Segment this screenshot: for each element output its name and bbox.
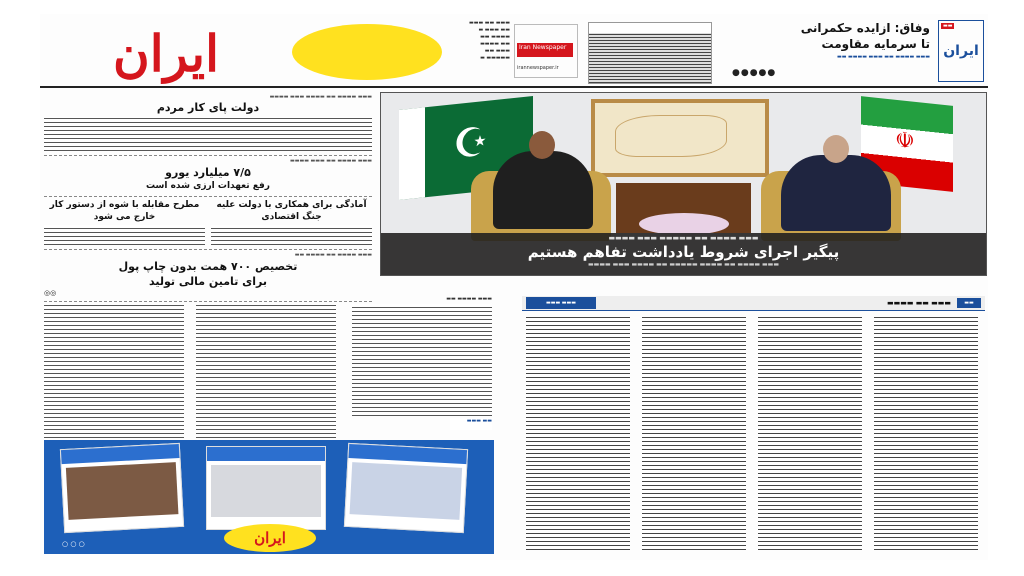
magazine-photo — [66, 462, 179, 520]
person-left — [493, 151, 593, 229]
story-headline-line-2: برای تامین مالی تولید — [149, 275, 267, 288]
opinion-text-column — [758, 316, 862, 550]
brand-tile[interactable] — [938, 20, 984, 82]
date-block: ▬▬▬ ▬▬ ▬▬▬ ▬▬ ▬▬▬ ▬ ▬▬▬▬ ▬▬ ▬▬ ▬▬▬▬ ▬▬▬ ▬▬ ▬▬▬▬▬ ▬ — [469, 20, 510, 61]
story-body-text — [44, 225, 205, 245]
wall-map — [591, 99, 769, 177]
front-page-frame — [40, 14, 988, 560]
story-headline-line-1: ۷/۵ میلیارد یورو — [165, 166, 251, 179]
newspaper-thumbnail[interactable] — [588, 22, 712, 84]
opinion-title: ▬▬▬ ▬▬ ▬▬▬▬ — [887, 299, 951, 307]
story-body-text — [44, 117, 372, 151]
story-headline: دولت پای کار مردم — [156, 101, 260, 114]
story-kicker: ▬▬▬ ▬▬▬▬ ▬▬ ▬▬▬ ▬▬▬▬ — [290, 158, 372, 164]
story-headline: آمادگی برای همکاری با دولت علیه جنگ اقتصادی — [216, 200, 367, 222]
article-footnote: ▬▬ ▬▬▬ — [450, 418, 492, 430]
news-story[interactable] — [44, 199, 205, 245]
news-story[interactable] — [44, 156, 372, 197]
magazine-band — [61, 444, 180, 464]
column-header-snippet: ▬▬▬ ▬▬▬▬ ▬▬ — [446, 296, 492, 302]
news-story[interactable] — [44, 92, 372, 156]
masthead — [40, 14, 988, 88]
hero-subtext: ▬▬▬ ▬▬▬▬ ▬▬ ▬▬▬▬ ▬▬▬▬▬ ▬▬ ▬▬▬▬ ▬▬▬ ▬▬▬▬ — [588, 261, 779, 268]
newspaper-logo: ایران — [112, 24, 219, 83]
story-headline-line-1: تخصیص ۷۰۰ همت بدون چاپ پول — [118, 260, 298, 273]
twin-stories — [44, 197, 372, 250]
promo-banner[interactable] — [44, 440, 494, 554]
author-badge: ▬▬▬ ▬▬▬ — [526, 297, 596, 309]
person-right — [781, 155, 891, 231]
pager-dots-icon: ◎◎ — [44, 289, 57, 297]
story-headline: مطرح مقابله با شوه از دستور کار خارج می شود — [49, 200, 200, 222]
promo-subtitle: ▬▬▬ ▬▬▬▬ ▬▬ ▬▬▬ ▬▬▬▬ ▬▬ — [837, 54, 930, 60]
hero-kicker: ▬▬▬ ▬▬▬▬ ▬▬ ▬▬▬▬▬ ▬▬▬ ▬▬▬▬ — [608, 234, 759, 242]
opinion-header — [522, 296, 985, 311]
article-text-column — [196, 304, 336, 442]
brand-tile-tag: ▬▬ — [943, 23, 953, 29]
promo-title-line-1: وفاق: ازایده حکمرانی — [800, 21, 930, 35]
story-kicker: ▬▬▬ ▬▬▬▬ ▬▬ ▬▬▬▬ ▬▬▬ ▬▬▬▬ — [269, 94, 372, 100]
story-kicker: ▬▬▬ ▬▬▬▬ ▬▬ ▬▬▬▬ ▬▬ — [294, 252, 372, 258]
article-text-column — [352, 304, 492, 416]
hero-headline: پیگیر اجرای شروط یادداشت تفاهم هستیم — [527, 243, 840, 261]
promo-title-line-2: تا سرمایه مقاومت — [821, 37, 930, 51]
hero-caption-band — [381, 233, 986, 275]
thumbnail-caption — [589, 23, 711, 33]
magazine-photo — [350, 462, 463, 520]
opinion-text-column — [526, 316, 630, 550]
opinion-section — [522, 296, 985, 554]
website-url[interactable]: irannewspaper.ir — [517, 65, 559, 71]
section-tag: ▬▬ — [957, 298, 981, 308]
brand-tile-text: ایران — [943, 43, 979, 59]
news-story[interactable] — [44, 250, 372, 302]
newspaper-label: Iran Newspaper — [517, 43, 573, 57]
promo-dots-icon: ●●●●● — [732, 68, 777, 78]
article-text-column — [44, 304, 184, 442]
news-story[interactable] — [211, 199, 372, 245]
magazine-cover — [344, 443, 468, 533]
magazine-cover — [60, 443, 184, 533]
magazine-photo — [211, 465, 321, 517]
story-body-text — [211, 225, 372, 245]
opinion-text-column — [874, 316, 978, 550]
promo-badge: ایران — [224, 524, 316, 552]
left-news-column — [44, 92, 372, 297]
story-headline-line-2: رفع تعهدات ارزی شده است — [145, 181, 270, 191]
newspaper-info-box — [514, 24, 578, 78]
magazine-band — [207, 447, 325, 461]
opinion-text-column — [642, 316, 746, 550]
magazine-band — [348, 444, 467, 464]
hero-photo[interactable] — [380, 92, 987, 276]
flower-arrangement — [639, 213, 729, 235]
banner-dots-icon: ○ ○ ○ — [62, 540, 85, 548]
magazine-cover — [206, 446, 326, 530]
yellow-sun-graphic — [292, 24, 442, 80]
